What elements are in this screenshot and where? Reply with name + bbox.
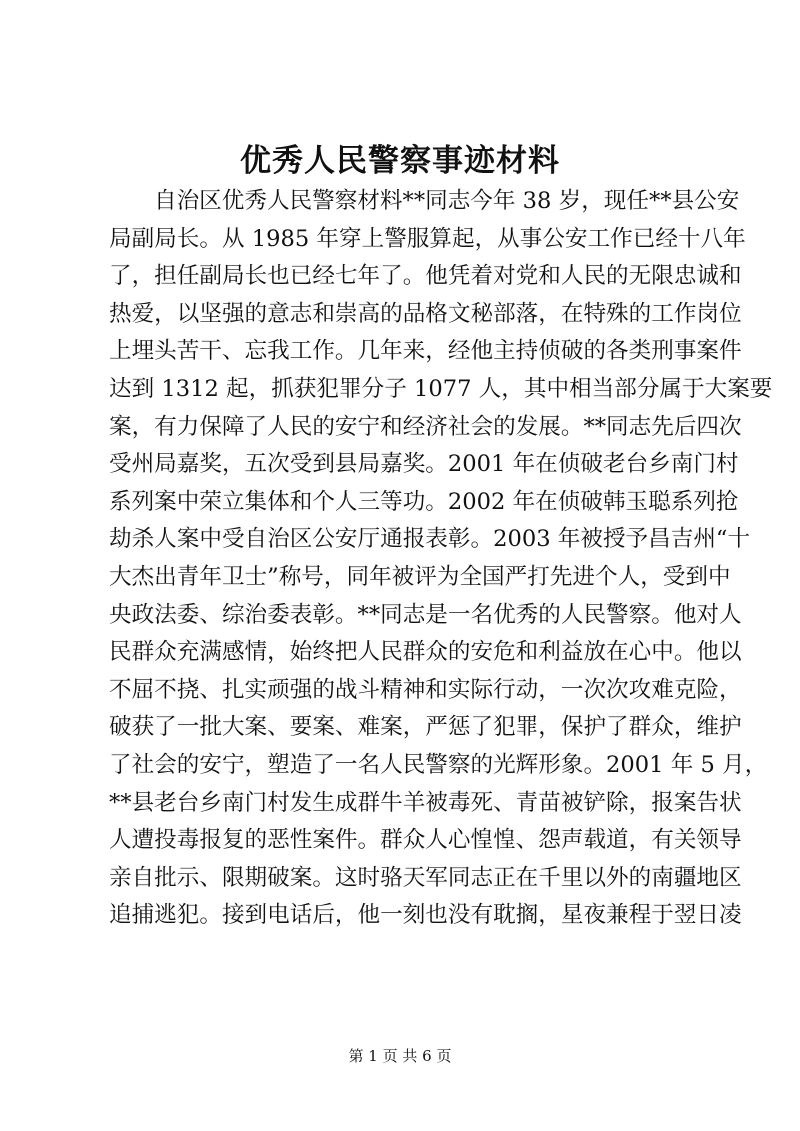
paragraph-line: 达到 1312 起，抓获犯罪分子 1077 人，其中相当部分属于大案要	[109, 375, 773, 402]
paragraph-line: 不屈不挠、扎实顽强的战斗精神和实际行动，一次次攻难克险，	[109, 676, 742, 703]
paragraph-line: 热爱，以坚强的意志和崇高的品格文秘部落，在特殊的工作岗位	[109, 300, 742, 327]
paragraph-line: 案，有力保障了人民的安宁和经济社会的发展。**同志先后四次	[109, 413, 742, 440]
paragraph-line: **县老台乡南门村发生成群牛羊被毒死、青苗被铲除，报案告状	[109, 789, 742, 816]
paragraph-line: 追捕逃犯。接到电话后，他一刻也没有耽搁，星夜兼程于翌日凌	[109, 902, 742, 929]
paragraph-line: 央政法委、综治委表彰。**同志是一名优秀的人民警察。他对人	[109, 601, 742, 628]
paragraph-line: 人遭投毒报复的恶性案件。群众人心惶惶、怨声载道，有关领导	[109, 827, 742, 854]
paragraph-line: 破获了一批大案、要案、难案，严惩了犯罪，保护了群众，维护	[109, 714, 742, 741]
document-title: 优秀人民警察事迹材料	[240, 143, 560, 179]
paragraph-line: 局副局长。从 1985 年穿上警服算起，从事公安工作已经十八年	[109, 225, 746, 252]
paragraph-line: 大杰出青年卫士”称号，同年被评为全国严打先进个人，受到中	[109, 563, 731, 590]
paragraph-line: 民群众充满感情，始终把人民群众的安危和利益放在心中。他以	[109, 639, 742, 666]
page-footer: 第 1 页 共 6 页	[348, 1047, 452, 1065]
paragraph-line: 劫杀人案中受自治区公安厅通报表彰。2003 年被授予昌吉州“十	[109, 526, 751, 553]
body-paragraph	[109, 183, 773, 935]
paragraph-line: 亲自批示、限期破案。这时骆天军同志正在千里以外的南疆地区	[109, 864, 742, 891]
paragraph-line: 自治区优秀人民警察材料**同志今年 38 岁，现任**县公安	[154, 188, 740, 214]
paragraph-line: 系列案中荣立集体和个人三等功。2002 年在侦破韩玉聪系列抢	[109, 488, 739, 515]
paragraph-line: 受州局嘉奖，五次受到县局嘉奖。2001 年在侦破老台乡南门村	[109, 451, 739, 478]
paragraph-line: 了社会的安宁，塑造了一名人民警察的光辉形象。2001 年 5 月，	[109, 751, 768, 778]
paragraph-line: 了，担任副局长也已经七年了。他凭着对党和人民的无限忠诚和	[109, 263, 742, 290]
paragraph-line: 上埋头苦干、忘我工作。几年来，经他主持侦破的各类刑事案件	[109, 338, 742, 365]
